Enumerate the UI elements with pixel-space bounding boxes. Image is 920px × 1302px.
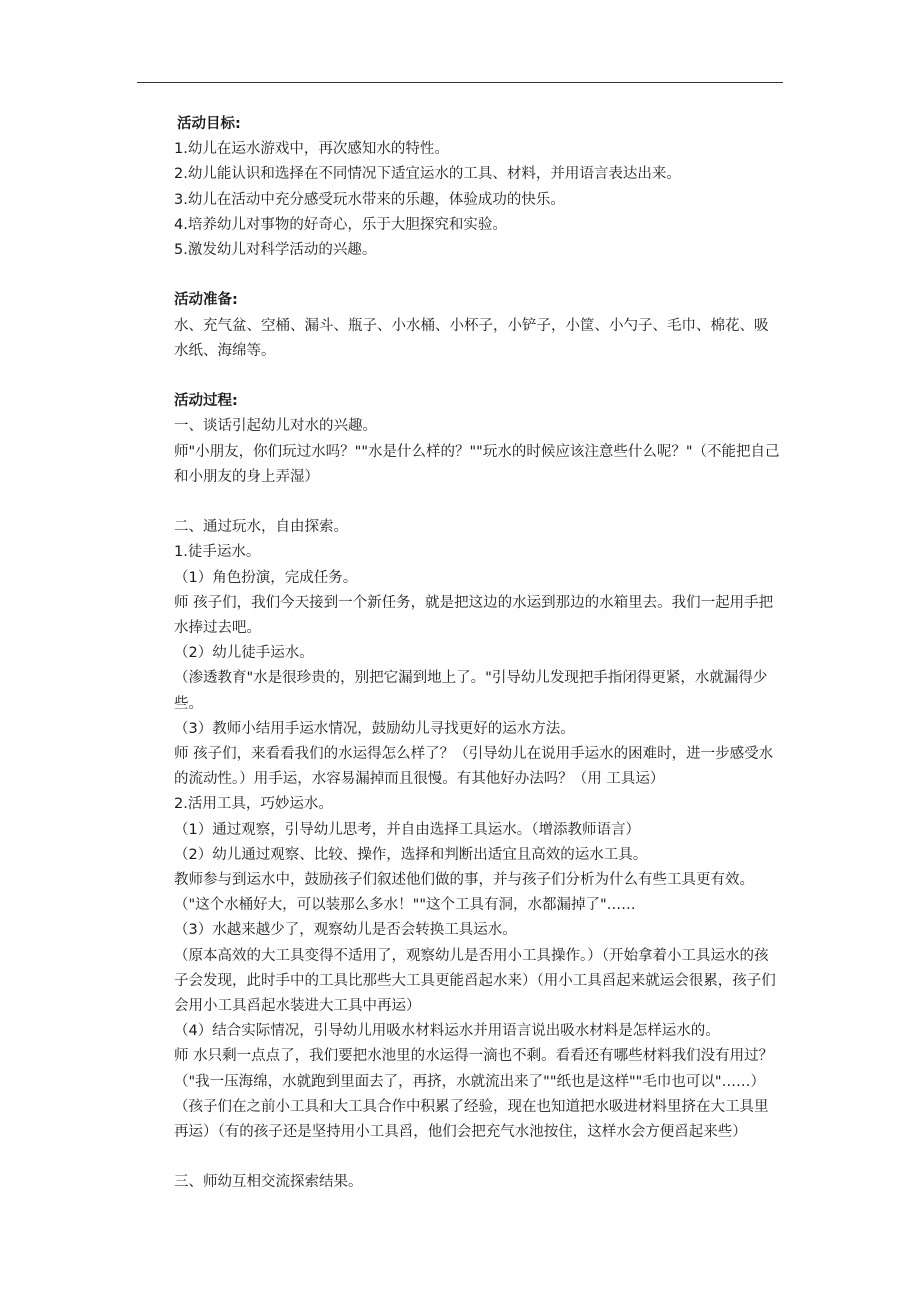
- section-title: 二、通过玩水，自由探索。: [174, 519, 348, 536]
- subsection-title: 1.徒手运水。: [174, 544, 261, 561]
- paragraph: （4）结合实际情况，引导幼儿用吸水材料运水并用语言说出吸水材料是怎样运水的。: [174, 1023, 720, 1040]
- goal-item: 2.幼儿能认识和选择在不同情况下适宜运水的工具、材料，并用语言表达出来。: [174, 166, 681, 183]
- paragraph: （原本高效的大工具变得不适用了，观察幼儿是否用小工具操作。）（开始拿着小工具运水的孩子会发现，此时手中的工具比那些大工具更能舀起水来）（用小工具舀起来就运会很累，孩子们会用小工具舀起水装进大工具中再运）: [174, 947, 776, 1015]
- paragraph: （渗透教育"水是很珍贵的，别把它漏到地上了。"引导幼儿发现把手指闭得更紧，水就漏得少些。: [174, 670, 768, 712]
- goal-item: 4.培养幼儿对事物的好奇心，乐于大胆探究和实验。: [174, 216, 507, 233]
- paragraph: 师"小朋友，你们玩过水吗？""水是什么样的？""玩水的时候应该注意些什么呢？"（不能把自己和小朋友的身上弄湿）: [174, 443, 780, 485]
- prep-text: 水、充气盆、空桶、漏斗、瓶子、小水桶、小杯子，小铲子，小筐、小勺子、毛巾、棉花、吸水纸、海绵等。: [174, 317, 769, 359]
- goals-heading: 活动目标:: [177, 116, 241, 132]
- paragraph: （1）通过观察，引导幼儿思考，并自由选择工具运水。（增添教师语言）: [174, 821, 640, 838]
- paragraph: （2）幼儿通过观察、比较、操作，选择和判断出适宜且高效的运水工具。: [174, 846, 648, 863]
- goal-item: 5.激发幼儿对科学活动的兴趣。: [174, 242, 377, 259]
- paragraph: （2）幼儿徒手运水。: [174, 645, 314, 662]
- subsection-title: 2.活用工具，巧妙运水。: [174, 796, 333, 813]
- header-rule: [137, 82, 783, 83]
- paragraph: 教师参与到运水中，鼓励孩子们叙述他们做的事，并与孩子们分析为什么有些工具更有效。（"这个水桶好大，可以装那么多水！""这个工具有洞，水都漏掉了"……: [174, 872, 754, 914]
- paragraph: （3）教师小结用手运水情况，鼓励幼儿寻找更好的运水方法。: [174, 720, 575, 737]
- paragraph: 师 孩子们，我们今天接到一个新任务，就是把这边的水运到那边的水箱里去。我们一起用手把水捧过去吧。: [174, 594, 774, 637]
- section-title: 一、谈话引起幼儿对水的兴趣。: [174, 418, 377, 435]
- process-heading: 活动过程:: [174, 393, 238, 410]
- document-body: [150, 112, 782, 1196]
- paragraph: （1）角色扮演，完成任务。: [174, 569, 358, 586]
- paragraph: （"我一压海绵，水就跑到里面去了，再挤，水就流出来了""纸也是这样""毛巾也可以"……）（孩子们在之前小工具和大工具合作中积累了经验，现在也知道把水吸进材料里挤在大工具里再运）（有的孩子还是坚持用小工具舀，他们会把充气水池按住，这样水会方便舀起来些）: [174, 1073, 769, 1141]
- goal-item: 1.幼儿在运水游戏中，再次感知水的特性。: [174, 141, 449, 158]
- paragraph: 师 孩子们，来看看我们的水运得怎么样了？（引导幼儿在说用手运水的困难时，进一步感受水的流动性。）用手运，水容易漏掉而且很慢。有其他好办法吗？（用 工具运）: [174, 746, 774, 788]
- prep-heading: 活动准备:: [174, 292, 238, 309]
- paragraph: 师 水只剩一点点了，我们要把水池里的水运得一滴也不剩。看看还有哪些材料我们没有用过？: [174, 1048, 774, 1065]
- goal-item: 3.幼儿在活动中充分感受玩水带来的乐趣，体验成功的快乐。: [174, 191, 565, 208]
- section-title: 三、师幼互相交流探索结果。: [174, 1174, 363, 1191]
- paragraph: （3）水越来越少了，观察幼儿是否会转换工具运水。: [174, 922, 517, 939]
